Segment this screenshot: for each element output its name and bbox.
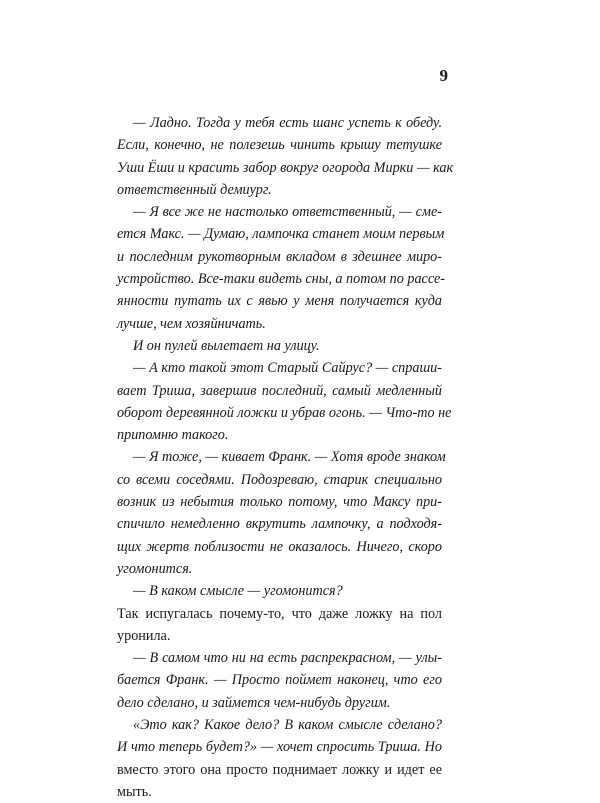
text-line: Так испугалась почему-то, что даже ложку на пол bbox=[117, 605, 442, 622]
text-line: вместо этого она просто поднимает ложку и идет ее bbox=[117, 761, 442, 778]
text-line: «Это как? Какое дело? В каком смысле сделано? bbox=[133, 717, 442, 734]
text-line: лучше, чем хозяйничать. bbox=[117, 315, 266, 332]
text-line: И что теперь будет?» — хочет спросить Триша. Но bbox=[117, 739, 442, 756]
text-line: — Я все же не настолько ответственный, — сме- bbox=[133, 204, 442, 221]
text-line: припомню такого. bbox=[117, 427, 229, 444]
text-line: вает Триша, завершив последний, самый медленный bbox=[117, 382, 442, 399]
text-line: возник из небытия только потому, что Максу при- bbox=[117, 494, 442, 511]
text-line: оборот деревянной ложки и убрав огонь. — Что-то не bbox=[117, 404, 452, 421]
text-line: и последним рукотворным вкладом в здешнее миро- bbox=[117, 248, 442, 265]
text-line: ответственный демиург. bbox=[117, 181, 272, 198]
text-line: бается Франк. — Просто поймет наконец, что его bbox=[117, 672, 442, 689]
page-number: 9 bbox=[439, 66, 448, 85]
text-line: спичило немедленно вкрутить лампочку, а подходя- bbox=[117, 516, 442, 533]
text-line: — В каком смысле — угомонится? bbox=[133, 583, 343, 600]
text-line: ется Макс. — Думаю, лампочка станет моим первым bbox=[117, 226, 445, 243]
text-line: — А кто такой этот Старый Сайрус? — спраши- bbox=[133, 360, 442, 377]
text-line: И он пулей вылетает на улицу. bbox=[133, 337, 320, 354]
text-line: — Ладно. Тогда у тебя есть шанс успеть к обеду. bbox=[133, 115, 442, 131]
text-line: мыть. bbox=[117, 783, 152, 800]
text-line: Если, конечно, не полезешь чинить крышу тетушке bbox=[117, 137, 442, 154]
body-text bbox=[117, 112, 454, 803]
text-line: Уши Ёши и красить забор вокруг огорода Мирки — как bbox=[117, 159, 454, 176]
text-line: дело сделано, и займется чем-нибудь другим. bbox=[117, 694, 391, 711]
text-line: уронила. bbox=[117, 627, 171, 644]
text-line: — В самом что ни на есть распрекрасном, — улы- bbox=[133, 650, 442, 667]
text-line: янности путать их с явью у меня получается куда bbox=[117, 293, 442, 310]
text-line: угомонится. bbox=[117, 560, 193, 577]
text-line: — Я тоже, — кивает Франк. — Хотя вроде знаком bbox=[133, 449, 446, 466]
text-line: устройство. Все-таки видеть сны, а потом по рассе- bbox=[117, 271, 445, 288]
text-line: щих жертв поблизости не оказалось. Ничего, скоро bbox=[117, 538, 442, 555]
text-line: со всеми соседями. Подозреваю, старик специально bbox=[117, 471, 442, 488]
